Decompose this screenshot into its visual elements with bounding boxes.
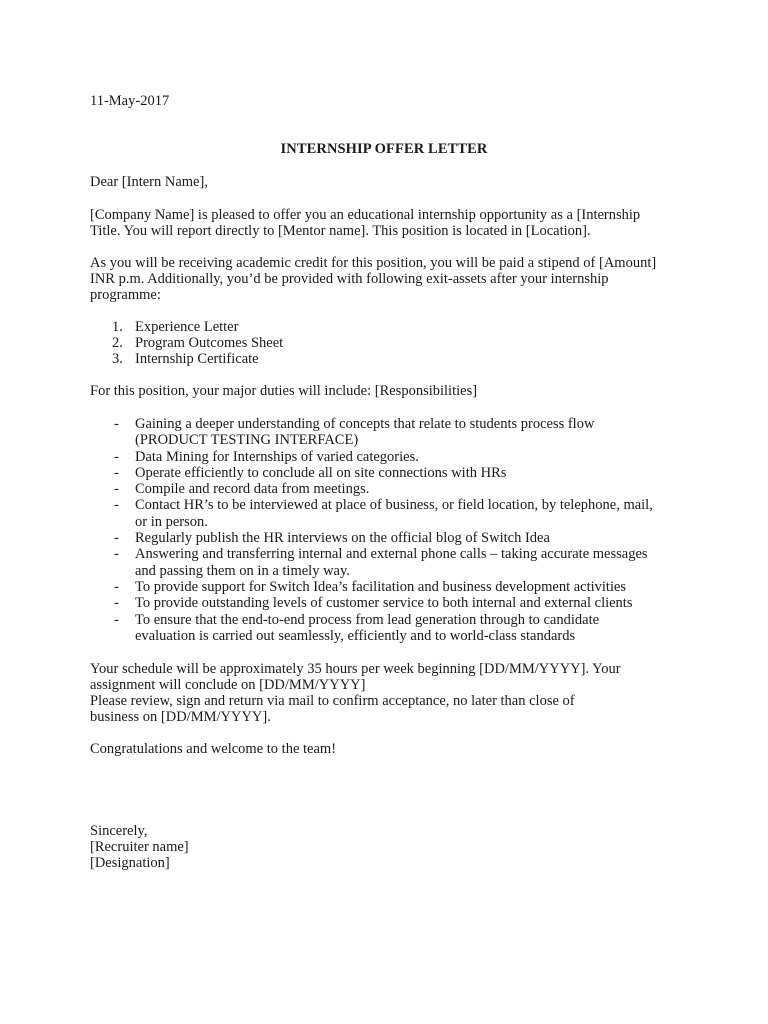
- list-item-text: evaluation is carried out seamlessly, efficiently and to world-class standards: [135, 627, 576, 644]
- congratulations-line: Congratulations and welcome to the team!: [90, 741, 337, 757]
- list-number: 3.: [112, 351, 123, 367]
- list-item: [90, 612, 690, 645]
- text-line: INR p.m. Additionally, you’d be provided with following exit-assets after your internship: [90, 271, 609, 287]
- list-item: [90, 449, 690, 465]
- list-item-text: Compile and record data from meetings.: [135, 481, 370, 498]
- list-item-text: To ensure that the end-to-end process from lead generation through to candidate: [135, 611, 600, 628]
- text-line: Please review, sign and return via mail to confirm acceptance, no later than close of: [90, 693, 575, 709]
- duties-intro: For this position, your major duties will include: [Responsibilities]: [90, 383, 478, 399]
- dash-bullet: -: [114, 416, 119, 432]
- signoff-block: [90, 823, 690, 871]
- list-number: 2.: [112, 335, 123, 351]
- greeting: Dear [Intern Name],: [90, 174, 208, 190]
- list-item: [90, 530, 690, 546]
- text-line: Title. You will report directly to [Mentor name]. This position is located in [Location].: [90, 223, 591, 239]
- list-item: [90, 335, 283, 351]
- list-item-text: Contact HR’s to be interviewed at place of business, or field location, by telephone, mail,: [135, 497, 653, 514]
- recruiter-designation: [Designation]: [90, 855, 170, 871]
- list-item-text: and passing them on in a timely way.: [135, 562, 350, 579]
- list-item-text: Program Outcomes Sheet: [135, 335, 284, 351]
- list-item: [90, 497, 690, 530]
- list-item-text: Gaining a deeper understanding of concepts that relate to students process flow: [135, 416, 595, 432]
- list-item-text: Experience Letter: [135, 319, 239, 335]
- stipend-paragraph: [90, 255, 690, 303]
- text-line: business on [DD/MM/YYYY].: [90, 709, 271, 725]
- list-item: [90, 546, 690, 579]
- list-item-text: To provide support for Switch Idea’s facilitation and business development activities: [135, 578, 627, 595]
- dash-bullet: -: [114, 530, 119, 547]
- list-item-text: or in person.: [135, 513, 208, 530]
- letter-date: 11-May-2017: [90, 93, 170, 109]
- list-item-text: Data Mining for Internships of varied categories.: [135, 448, 419, 465]
- dash-bullet: -: [114, 497, 119, 514]
- list-item: [90, 481, 690, 497]
- list-item: [90, 579, 690, 595]
- list-item-text: To provide outstanding levels of customer service to both internal and external clients: [135, 595, 633, 612]
- duties-list: [90, 416, 690, 644]
- list-item-text: Answering and transferring internal and external phone calls – taking accurate messages: [135, 546, 648, 563]
- dash-bullet: -: [114, 611, 119, 628]
- text-line: assignment will conclude on [DD/MM/YYYY]: [90, 677, 366, 693]
- dash-bullet: -: [114, 578, 119, 595]
- dash-bullet: -: [114, 448, 119, 465]
- list-item: [90, 465, 690, 481]
- signoff-closing: Sincerely,: [90, 823, 148, 839]
- list-item-text: Regularly publish the HR interviews on the official blog of Switch Idea: [135, 530, 550, 547]
- dash-bullet: -: [114, 546, 119, 563]
- dash-bullet: -: [114, 595, 119, 612]
- list-item: [90, 319, 283, 335]
- list-item-text: (PRODUCT TESTING INTERFACE): [135, 432, 359, 449]
- text-line: Your schedule will be approximately 35 hours per week beginning [DD/MM/YYYY]. Your: [90, 661, 621, 677]
- list-item: [90, 416, 690, 449]
- list-item-text: Internship Certificate: [135, 351, 259, 367]
- schedule-paragraph: [90, 661, 690, 725]
- dash-bullet: -: [114, 481, 119, 498]
- list-item: [90, 351, 283, 367]
- dash-bullet: -: [114, 464, 119, 481]
- list-item: [90, 595, 690, 611]
- text-line: As you will be receiving academic credit for this position, you will be paid a stipend of [Amount]: [90, 255, 657, 271]
- letter-title: INTERNSHIP OFFER LETTER: [280, 141, 488, 157]
- text-line: programme:: [90, 287, 161, 303]
- list-item-text: Operate efficiently to conclude all on site connections with HRs: [135, 464, 507, 481]
- intro-paragraph: [90, 207, 690, 239]
- exit-assets-list: [90, 319, 283, 367]
- list-number: 1.: [112, 319, 123, 335]
- recruiter-name: [Recruiter name]: [90, 839, 189, 855]
- text-line: [Company Name] is pleased to offer you an educational internship opportunity as a [Internship: [90, 207, 641, 223]
